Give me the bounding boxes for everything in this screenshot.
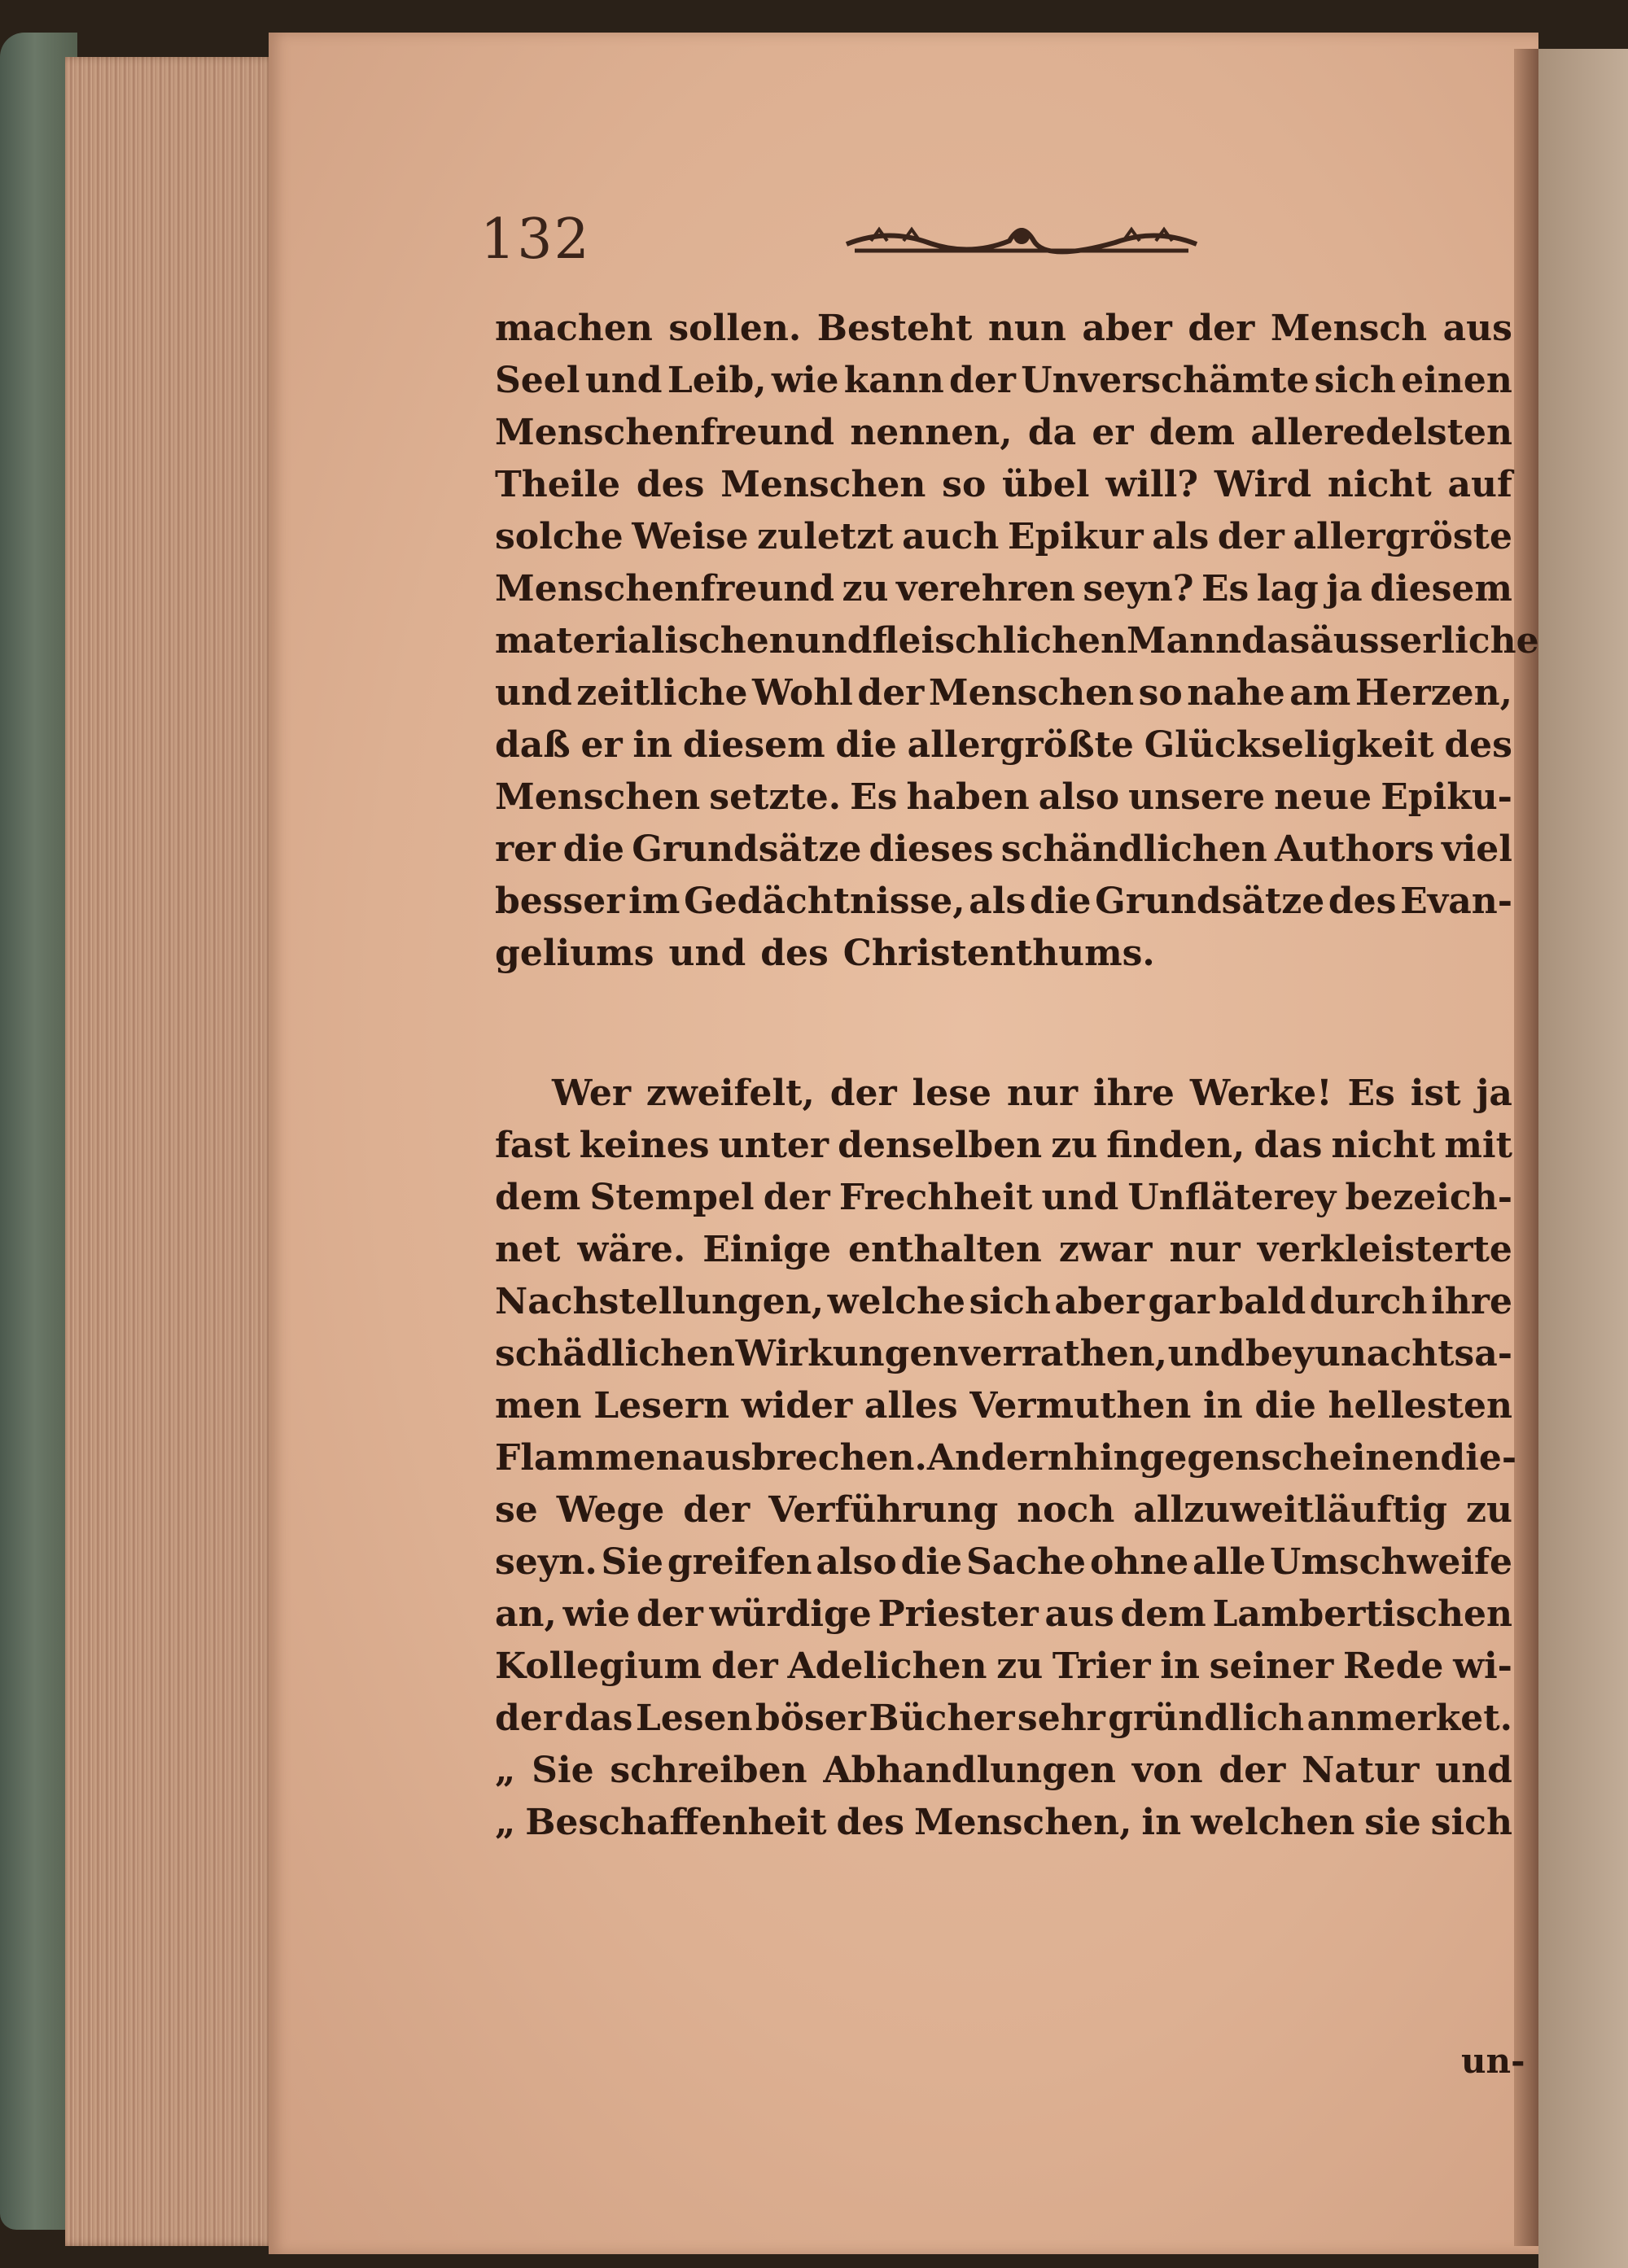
word: dem (1120, 1593, 1206, 1635)
word: verehren (896, 568, 1075, 610)
word: Wirkungen (735, 1333, 959, 1374)
word: Andern (926, 1437, 1074, 1479)
word: Beschaffenheit (525, 1802, 827, 1843)
word: scheinen (1261, 1437, 1441, 1479)
word: zweifelt, (646, 1073, 815, 1114)
word: setzte. (709, 776, 842, 818)
word: Einige (702, 1229, 831, 1270)
word: Grundsätze (632, 828, 862, 870)
word: Theile (495, 464, 621, 505)
word: zwar (1058, 1229, 1153, 1270)
word: men (495, 1385, 582, 1427)
word: Authors (1274, 828, 1434, 870)
word: der (1217, 516, 1284, 557)
word: viel (1441, 828, 1512, 870)
word: Glückseligkeit (1144, 724, 1434, 766)
page-number: 132 (480, 208, 591, 272)
word: einen (1401, 360, 1512, 401)
word: welchen (1191, 1802, 1355, 1843)
word: anmerket. (1306, 1698, 1512, 1739)
word: des (760, 933, 829, 974)
word: se (495, 1489, 538, 1531)
word: Abhandlungen (823, 1750, 1116, 1791)
word: der (857, 672, 925, 714)
paragraph-gap (495, 980, 1512, 1068)
word: und (1167, 1333, 1245, 1374)
word: dem (495, 1177, 581, 1218)
text-line (495, 1276, 1512, 1328)
word: haben (906, 776, 1030, 818)
word: Mensch (1270, 308, 1428, 349)
word: Flammen (495, 1437, 682, 1479)
word: des (836, 1802, 905, 1843)
text-line (495, 615, 1539, 667)
text-line (495, 1380, 1512, 1432)
word: sich (969, 1281, 1051, 1322)
word: verkleisterte (1257, 1229, 1512, 1270)
word: bald (1219, 1281, 1306, 1322)
word: machen (495, 308, 653, 349)
word: sehr (1017, 1698, 1105, 1739)
word: aber (1082, 308, 1172, 349)
word: das (1241, 620, 1311, 662)
paragraph (495, 1068, 1517, 1849)
word: und (794, 620, 873, 662)
text-line (495, 1797, 1512, 1849)
word: Herzen, (1354, 672, 1512, 714)
word: verrathen, (958, 1333, 1168, 1374)
word: zu (842, 568, 889, 610)
word: Menschen, (913, 1802, 1132, 1843)
word: der (495, 1698, 562, 1739)
text-line (495, 719, 1512, 771)
word: der (711, 1645, 778, 1687)
word: Lesern (593, 1385, 730, 1427)
word: Epiku- (1381, 776, 1512, 818)
word: der (636, 1593, 703, 1635)
word: diesem (1370, 568, 1512, 610)
word: das (1254, 1125, 1323, 1166)
page-edges (65, 57, 277, 2246)
word: wie (562, 1593, 631, 1635)
text-line (495, 563, 1512, 615)
word: Christenthums. (842, 933, 1155, 974)
word: fast (495, 1125, 571, 1166)
word: Sie (532, 1750, 594, 1791)
word: nur (1169, 1229, 1241, 1270)
word: schändlichen (1000, 828, 1267, 870)
word: Wohl (752, 672, 853, 714)
word: Trier (1052, 1645, 1151, 1687)
word: besser (495, 881, 625, 922)
word: in (1160, 1645, 1200, 1687)
text-line (495, 303, 1512, 355)
word: die (1029, 881, 1092, 922)
word: am (1289, 672, 1351, 714)
word: Menschen (928, 672, 1135, 714)
word: dieses (869, 828, 994, 870)
word: Priester (877, 1593, 1039, 1635)
word: die- (1440, 1437, 1517, 1479)
word: hingegen (1073, 1437, 1262, 1479)
word: nur (1006, 1073, 1079, 1114)
word: Menschenfreund (495, 412, 835, 453)
word: Menschenfreund (495, 568, 835, 610)
word: Adelichen (787, 1645, 987, 1687)
word: in (1203, 1385, 1243, 1427)
word: Menschen (495, 776, 701, 818)
word: Es (850, 776, 898, 818)
word: ja (1326, 568, 1363, 610)
word: unter (718, 1125, 829, 1166)
word: seiner (1209, 1645, 1334, 1687)
word: die (1254, 1385, 1316, 1427)
word: Seel (495, 360, 580, 401)
word: äusserliche (1310, 620, 1539, 662)
word: der (683, 1489, 751, 1531)
word: zu (1465, 1489, 1512, 1531)
page-gutter-shadow (1514, 49, 1538, 2246)
word: ihre (1431, 1281, 1512, 1322)
word: Natur (1302, 1750, 1420, 1791)
word: Weise (632, 516, 749, 557)
word: „ (495, 1750, 516, 1791)
word: Unverschämte (1021, 360, 1310, 401)
word: sich (1430, 1802, 1512, 1843)
word: ohne (1089, 1541, 1189, 1583)
word: welche (827, 1281, 966, 1322)
word: nicht (1327, 464, 1432, 505)
word: Evan- (1400, 881, 1512, 922)
word: wider (741, 1385, 853, 1427)
text-line (495, 1745, 1512, 1797)
word: gründlich (1108, 1698, 1305, 1739)
word: alleredelsten (1250, 412, 1512, 453)
word: Es (1201, 568, 1249, 610)
word: Sie (601, 1541, 664, 1583)
word: auf (1447, 464, 1512, 505)
word: nennen, (850, 412, 1013, 453)
text-line (495, 511, 1512, 563)
text-line (495, 1328, 1512, 1380)
text-line (495, 1588, 1512, 1641)
word: durch (1309, 1281, 1428, 1322)
word: Bücher (869, 1698, 1015, 1739)
word: diesem (682, 724, 825, 766)
word: Frechheit (838, 1177, 1033, 1218)
text-line (495, 1536, 1512, 1588)
word: wie (771, 360, 839, 401)
word: sie (1364, 1802, 1421, 1843)
word: Epikur (1007, 516, 1144, 557)
word: Unfläterey (1127, 1177, 1337, 1218)
word: Nachstellungen, (495, 1281, 825, 1322)
word: lese (912, 1073, 992, 1114)
word: Grundsätze (1095, 881, 1325, 922)
body-text (495, 303, 1539, 1849)
text-line (495, 459, 1512, 511)
text-line (495, 876, 1512, 928)
word: an, (495, 1593, 557, 1635)
word: Kollegium (495, 1645, 702, 1687)
word: im (628, 881, 681, 922)
word: ja (1476, 1073, 1512, 1114)
word: und (668, 933, 746, 974)
word: Gedächtnisse, (684, 881, 965, 922)
word: net (495, 1229, 561, 1270)
word: Mann (1126, 620, 1242, 662)
word: sollen. (668, 308, 802, 349)
text-line (495, 1068, 1512, 1120)
word: alle (1193, 1541, 1267, 1583)
word: Umschweife (1269, 1541, 1512, 1583)
word: in (632, 724, 673, 766)
word: keines (579, 1125, 710, 1166)
word: des (636, 464, 705, 505)
word: auch (902, 516, 1000, 557)
word: als (969, 881, 1026, 922)
word: nahe (1187, 672, 1285, 714)
word: dem (1149, 412, 1236, 453)
printer-ornament-icon (838, 212, 1205, 269)
word: rer (495, 828, 556, 870)
text-line (495, 1120, 1512, 1172)
word: zu (1051, 1125, 1098, 1166)
facing-page-edge (1538, 49, 1628, 2268)
word: der (1188, 308, 1255, 349)
word: schreiben (610, 1750, 807, 1791)
word: Verführung (768, 1489, 999, 1531)
word: so (942, 464, 987, 505)
word: so (1138, 672, 1183, 714)
word: mit (1444, 1125, 1512, 1166)
word: aber (1054, 1281, 1144, 1322)
word: Menschen (720, 464, 926, 505)
word: und (584, 360, 663, 401)
word: noch (1017, 1489, 1115, 1531)
word: unachtsa- (1314, 1333, 1512, 1374)
word: unsere (1128, 776, 1266, 818)
word: allergröste (1293, 516, 1512, 557)
word: böser (755, 1698, 866, 1739)
word: daß (495, 724, 571, 766)
word: bezeich- (1345, 1177, 1512, 1218)
text-line (495, 1641, 1512, 1693)
text-line (495, 355, 1512, 407)
text-line (495, 667, 1512, 719)
word: Leib, (667, 360, 767, 401)
word: Es (1347, 1073, 1395, 1114)
word: seyn. (495, 1541, 597, 1583)
word: da (1027, 412, 1077, 453)
word: Besteht (816, 308, 973, 349)
word: gar (1148, 1281, 1215, 1322)
text-line (495, 407, 1512, 459)
catchword: un- (1461, 2041, 1525, 2081)
word: wäre. (577, 1229, 686, 1270)
word: aus (1044, 1593, 1114, 1635)
word: und (1041, 1177, 1119, 1218)
word: Rede (1343, 1645, 1444, 1687)
word: des (1328, 881, 1397, 922)
word: Stempel (589, 1177, 755, 1218)
word: zuletzt (757, 516, 894, 557)
word: kann (843, 360, 944, 401)
word: aus (1442, 308, 1512, 349)
word: nun (987, 308, 1066, 349)
word: der (949, 360, 1016, 401)
word: des (1444, 724, 1512, 766)
word: lag (1256, 568, 1319, 610)
word: nicht (1331, 1125, 1436, 1166)
word: „ (495, 1802, 516, 1843)
word: denselben (838, 1125, 1043, 1166)
word: Lambertischen (1212, 1593, 1512, 1635)
word: also (1038, 776, 1120, 818)
word: von (1131, 1750, 1203, 1791)
word: zeitliche (576, 672, 748, 714)
word: bey (1245, 1333, 1315, 1374)
word: allergrößte (907, 724, 1134, 766)
text-line (495, 928, 1512, 980)
word: Vermuthen (969, 1385, 1192, 1427)
word: will? (1105, 464, 1199, 505)
word: allzuweitläuftig (1133, 1489, 1448, 1531)
word: Wer (552, 1073, 632, 1114)
word: Sache (965, 1541, 1087, 1583)
word: der (829, 1073, 897, 1114)
word: Werke! (1189, 1073, 1333, 1114)
text-line (495, 1484, 1512, 1536)
word: enthalten (848, 1229, 1042, 1270)
word: als (1152, 516, 1210, 557)
word: zu (996, 1645, 1044, 1687)
word: er (1092, 412, 1134, 453)
word: seyn? (1083, 568, 1194, 610)
word: solche (495, 516, 624, 557)
word: die (562, 828, 625, 870)
word: greifen (667, 1541, 812, 1583)
text-line (495, 824, 1512, 876)
text-line (495, 1693, 1512, 1745)
word: fleischlichen (872, 620, 1127, 662)
word: ist (1410, 1073, 1461, 1114)
word: hellesten (1328, 1385, 1512, 1427)
word: ausbrechen. (681, 1437, 927, 1479)
word: neue (1274, 776, 1372, 818)
word: der (763, 1177, 830, 1218)
word: schädlichen (495, 1333, 736, 1374)
word: die (835, 724, 897, 766)
word: und (1435, 1750, 1512, 1791)
word: materialischen (495, 620, 795, 662)
paragraph (495, 303, 1539, 980)
page-header (480, 208, 1538, 297)
word: die (900, 1541, 963, 1583)
word: er (580, 724, 623, 766)
word: in (1141, 1802, 1182, 1843)
word: finden, (1106, 1125, 1245, 1166)
word: der (1219, 1750, 1286, 1791)
word: und (495, 672, 572, 714)
word: wi- (1453, 1645, 1512, 1687)
word: geliums (495, 933, 654, 974)
word: ihre (1093, 1073, 1175, 1114)
text-line (495, 1172, 1512, 1224)
word: übel (1002, 464, 1090, 505)
word: alles (864, 1385, 958, 1427)
word: also (816, 1541, 897, 1583)
word: das (564, 1698, 633, 1739)
word: sich (1314, 360, 1396, 401)
word: Wege (556, 1489, 665, 1531)
word: Lesen (635, 1698, 753, 1739)
text-line (495, 771, 1512, 824)
text-line (495, 1224, 1512, 1276)
word: würdige (709, 1593, 872, 1635)
text-line (495, 1432, 1517, 1484)
word: Wird (1214, 464, 1312, 505)
